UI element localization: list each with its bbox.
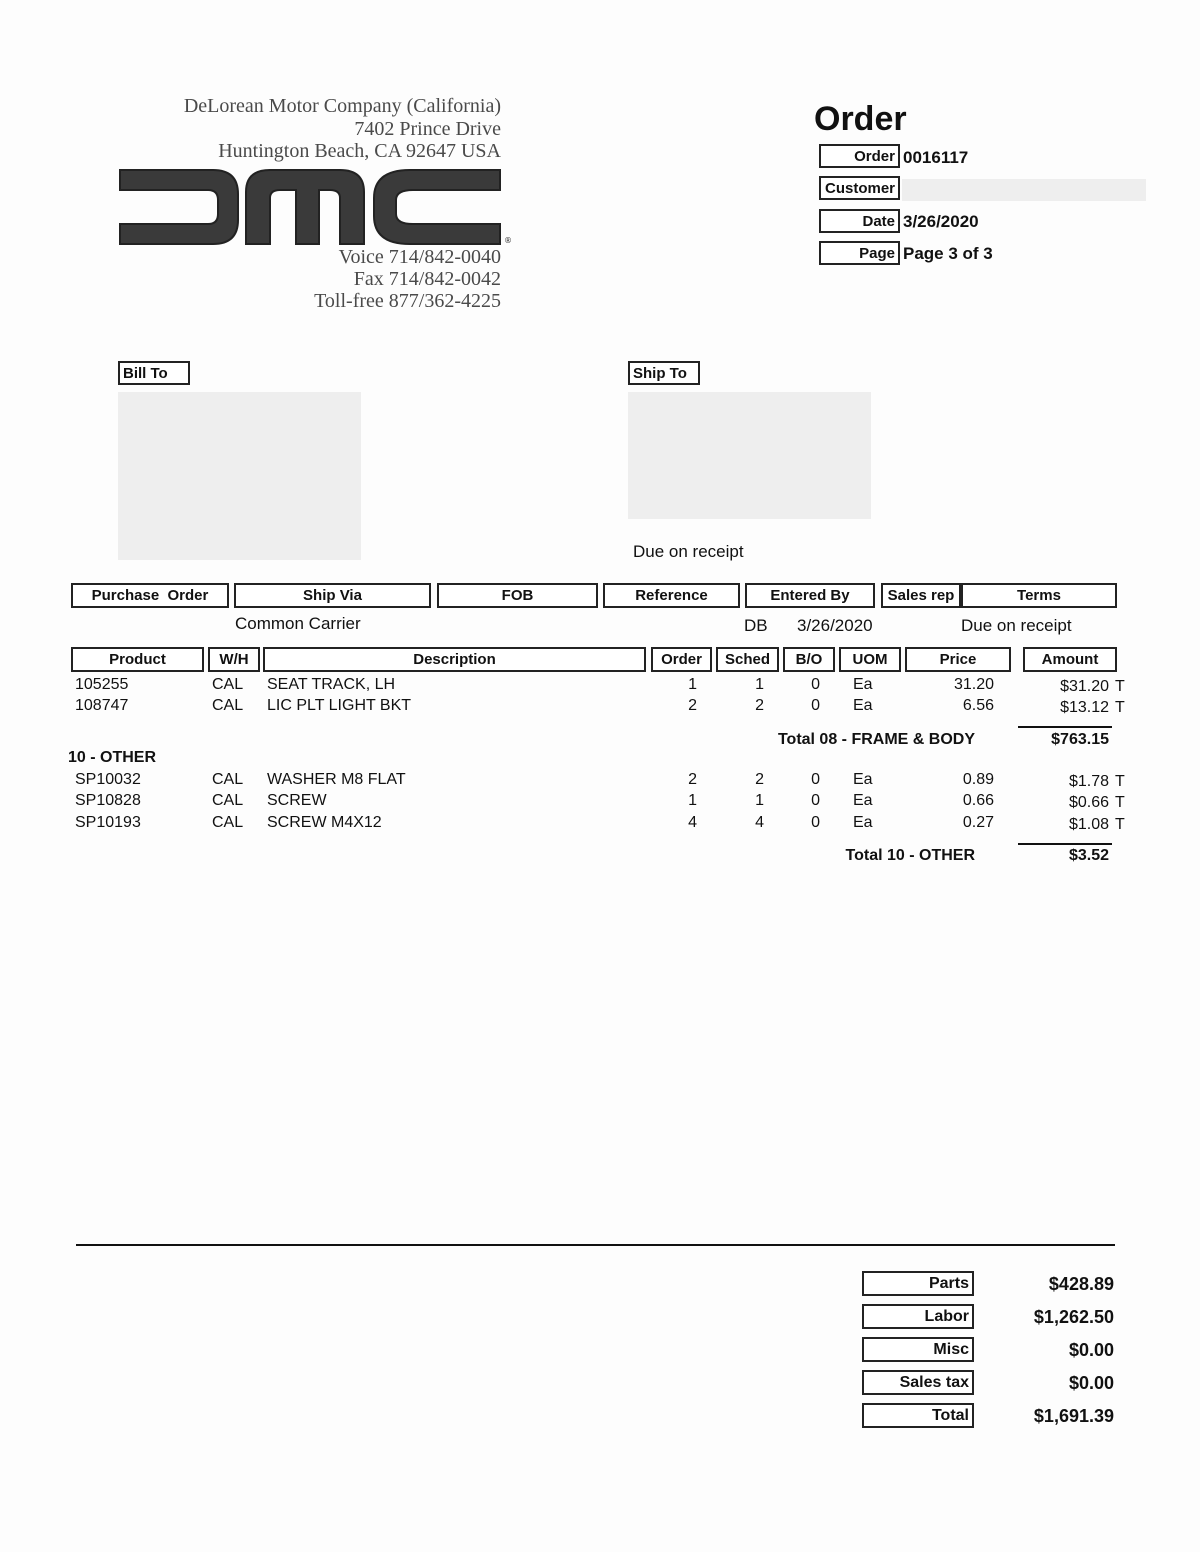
line-tax-flag: T [1115, 678, 1125, 695]
line-amount: $13.12 [1060, 699, 1109, 716]
line-bo: 0 [811, 697, 820, 714]
svg-text:®: ® [504, 236, 512, 245]
line-bo: 0 [811, 676, 820, 693]
col-bo: B/O [783, 647, 835, 672]
ship-via-value: Common Carrier [235, 614, 361, 633]
totals-separator [76, 1244, 1115, 1246]
col-description: Description [263, 647, 646, 672]
subtotal-label: Total 10 - OTHER [845, 847, 975, 864]
line-wh: CAL [212, 676, 244, 693]
line-price: 0.66 [962, 792, 994, 809]
line-tax-flag: T [1115, 773, 1125, 790]
entered-by-header: Entered By [745, 583, 875, 608]
line-price: 31.20 [953, 676, 994, 693]
line-amount: $0.66 [1068, 794, 1109, 811]
ship-via-header: Ship Via [234, 583, 431, 608]
company-voice: Voice 714/842-0040 [338, 246, 501, 268]
parts-label: Parts [862, 1271, 974, 1296]
line-product: 105255 [75, 676, 129, 693]
logo-letter-c [374, 170, 500, 244]
line-description: LIC PLT LIGHT BKT [267, 697, 412, 714]
subtotal-label: Total 08 - FRAME & BODY [777, 731, 975, 748]
entered-date-value: 3/26/2020 [797, 616, 873, 635]
labor-label: Labor [862, 1304, 974, 1329]
ship-to-redacted [628, 392, 871, 519]
line-amount: $31.20 [1060, 678, 1109, 695]
line-amount: $1.78 [1068, 773, 1109, 790]
line-price: 6.56 [962, 697, 994, 714]
line-wh: CAL [212, 792, 244, 809]
purchase-order-header: Purchase Order [71, 583, 229, 608]
line-description: SCREW M4X12 [267, 814, 382, 831]
order-number: 0016117 [903, 148, 969, 167]
line-order: 1 [688, 676, 697, 693]
line-uom: Ea [853, 771, 873, 788]
company-street: 7402 Prince Drive [354, 118, 501, 140]
line-uom: Ea [853, 697, 873, 714]
line-uom: Ea [853, 676, 873, 693]
document-title: Order [814, 100, 907, 138]
line-tax-flag: T [1115, 699, 1125, 716]
col-amount: Amount [1023, 647, 1117, 672]
line-sched: 4 [755, 814, 764, 831]
line-order: 4 [688, 814, 697, 831]
customer-redacted [902, 179, 1146, 201]
line-order: 2 [688, 697, 697, 714]
line-product: SP10032 [75, 771, 141, 788]
sales-tax-amount: $0.00 [1068, 1373, 1114, 1393]
customer-label: Customer [819, 176, 900, 200]
logo-letter-d [120, 170, 238, 244]
line-product: SP10193 [75, 814, 141, 831]
line-uom: Ea [853, 814, 873, 831]
col-order: Order [651, 647, 712, 672]
fob-header: FOB [437, 583, 598, 608]
sales-tax-label: Sales tax [862, 1370, 974, 1395]
subtotal-rule [1018, 843, 1112, 845]
col-wh: W/H [208, 647, 260, 672]
entered-by-value: DB [744, 616, 768, 635]
line-sched: 2 [755, 697, 764, 714]
subtotal-amount: $3.52 [1068, 847, 1109, 864]
line-wh: CAL [212, 771, 244, 788]
line-product: SP10828 [75, 792, 141, 809]
company-fax: Fax 714/842-0042 [353, 268, 501, 290]
line-description: SCREW [267, 792, 327, 809]
col-product: Product [71, 647, 204, 672]
misc-label: Misc [862, 1337, 974, 1362]
col-uom: UOM [839, 647, 901, 672]
line-price: 0.27 [962, 814, 994, 831]
logo-letter-m [246, 170, 364, 244]
terms-value: Due on receipt [961, 616, 1072, 635]
col-price: Price [905, 647, 1011, 672]
line-description: WASHER M8 FLAT [267, 771, 406, 788]
line-tax-flag: T [1115, 816, 1125, 833]
line-amount: $1.08 [1068, 816, 1109, 833]
parts-amount: $428.89 [1048, 1274, 1114, 1294]
company-name: DeLorean Motor Company (California) [183, 95, 501, 117]
reference-header: Reference [603, 583, 740, 608]
bill-to-redacted [118, 392, 361, 560]
page-number: Page 3 of 3 [903, 244, 993, 263]
terms-header: Terms [961, 583, 1117, 608]
total-amount: $1,691.39 [1033, 1406, 1114, 1426]
subtotal-rule [1018, 726, 1112, 728]
payment-due-note: Due on receipt [633, 542, 744, 561]
line-wh: CAL [212, 697, 244, 714]
labor-amount: $1,262.50 [1033, 1307, 1114, 1327]
ship-to-label: Ship To [628, 361, 700, 385]
subtotal-amount: $763.15 [1051, 731, 1109, 748]
line-bo: 0 [811, 814, 820, 831]
line-bo: 0 [811, 792, 820, 809]
dmc-logo [118, 168, 512, 246]
line-sched: 1 [755, 676, 764, 693]
page-label: Page [819, 241, 900, 265]
section-heading: 10 - OTHER [68, 749, 157, 766]
company-tollfree: Toll-free 877/362-4225 [314, 290, 501, 312]
company-city: Huntington Beach, CA 92647 USA [218, 140, 501, 162]
line-uom: Ea [853, 792, 873, 809]
date-label: Date [819, 209, 900, 233]
misc-amount: $0.00 [1068, 1340, 1114, 1360]
line-product: 108747 [75, 697, 129, 714]
order-date: 3/26/2020 [903, 212, 979, 231]
line-sched: 2 [755, 771, 764, 788]
bill-to-label: Bill To [118, 361, 190, 385]
line-price: 0.89 [962, 771, 994, 788]
line-sched: 1 [755, 792, 764, 809]
line-description: SEAT TRACK, LH [267, 676, 396, 693]
line-wh: CAL [212, 814, 244, 831]
order-label: Order [819, 144, 900, 168]
line-order: 2 [688, 771, 697, 788]
line-bo: 0 [811, 771, 820, 788]
col-sched: Sched [716, 647, 779, 672]
line-tax-flag: T [1115, 794, 1125, 811]
total-label: Total [862, 1403, 974, 1428]
line-order: 1 [688, 792, 697, 809]
sales-rep-header: Sales rep [881, 583, 961, 608]
